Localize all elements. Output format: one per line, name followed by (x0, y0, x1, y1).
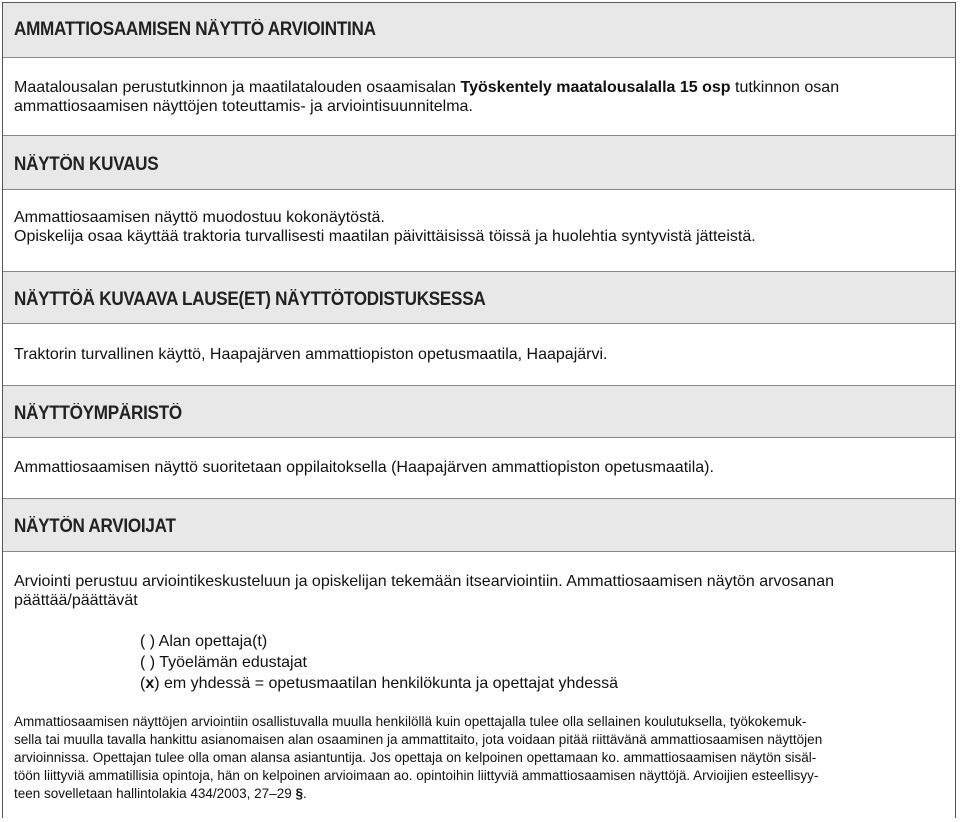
title-header (3, 3, 955, 58)
note-line5-end: . (303, 786, 307, 801)
lause-text: Traktorin turvallinen käyttö, Haapajärven ammattiopiston opetusmaatila, Haapajärvi. (14, 346, 608, 363)
option-tyoelaman-edustajat: ( ) Työelämän edustajat (140, 654, 307, 671)
document (2, 2, 956, 818)
page-title: AMMATTIOSAAMISEN NÄYTTÖ ARVIOINTINA (14, 19, 376, 40)
intro-section (3, 58, 955, 136)
ymparisto-header (3, 386, 955, 438)
arvioijat-heading: NÄYTÖN ARVIOIJAT (14, 516, 176, 537)
note-line2: sella tai muulla tavalla hankittu asianomaisen alan osaaminen ja ammattitaito, jota voidaan pitää riittävänä ammattiosaamisen näyttöjen (14, 732, 823, 747)
note-line3: arvioinnissa. Opettajan tulee olla oman alansa asiantuntija. Jos opettaja on kelpoinen opettamaan ko. ammattiosaamisen näytön sisäl- (14, 750, 817, 765)
option-em-yhdessa-label: ) em yhdessä = opetusmaatilan henkilökunta ja opettajat yhdessä (154, 675, 619, 692)
lause-heading: NÄYTTÖÄ KUVAAVA LAUSE(ET) NÄYTTÖTODISTUKSESSA (14, 289, 486, 310)
intro-text-line2: ammattiosaamisen näyttöjen toteuttamis- ja arviointisuunnitelma. (14, 98, 473, 115)
ymparisto-text: Ammattiosaamisen näyttö suoritetaan oppilaitoksella (Haapajärven ammattiopiston opetusmaatila). (14, 459, 714, 476)
intro-text (14, 78, 945, 116)
option-em-yhdessa-mark: x (145, 675, 155, 692)
kuvaus-heading: NÄYTÖN KUVAUS (14, 154, 159, 175)
kuvaus-line1: Ammattiosaamisen näyttö muodostuu kokonäytöstä. (14, 209, 385, 226)
option-alan-opettaja: ( ) Alan opettaja(t) (140, 633, 268, 650)
kuvaus-header (3, 136, 955, 190)
note-line4: töön liittyviä ammatillisia opintoja, hän on kelpoinen arvioimaan ao. opintoihin liittyviä ammattiosaamisen näyttöjä. Arvioijien esteellisyy- (14, 768, 819, 783)
ymparisto-section (3, 438, 955, 499)
arvioijat-line1: Arviointi perustuu arviointikeskusteluun ja opiskelijan tekemään itsearviointiin. Ammattiosaamisen näytön arvosanan (14, 573, 834, 590)
kuvaus-text (14, 208, 945, 246)
kuvaus-section (3, 190, 955, 272)
option-em-yhdessa-open: ( (140, 675, 146, 692)
intro-text-pre: Maatalousalan perustutkinnon ja maatilatalouden osaamisalan (14, 79, 461, 96)
lause-section (3, 324, 955, 386)
arvioijat-intro (14, 572, 945, 610)
arvioijat-line2: päättää/päättävät (14, 592, 138, 609)
arvioijat-section (3, 552, 955, 819)
note-section-symbol: § (295, 786, 303, 801)
note-line1: Ammattiosaamisen näyttöjen arviointiin osallistuvalla muulla henkilöllä kuin opettajalla tulee olla sellainen koulutuksella, työkokemuk- (14, 714, 807, 729)
arvioijat-note (14, 713, 945, 803)
arvioijat-header (3, 499, 955, 552)
intro-text-post: tutkinnon osan (730, 79, 840, 96)
option-em-yhdessa (140, 674, 618, 693)
ymparisto-heading: NÄYTTÖYMPÄRISTÖ (14, 403, 182, 424)
note-line5: teen sovelletaan hallintolakia 434/2003, 27–29 (14, 786, 296, 801)
lause-header (3, 272, 955, 324)
intro-text-bold: Työskentely maatalousalalla 15 osp (460, 79, 731, 96)
kuvaus-line2: Opiskelija osaa käyttää traktoria turvallisesti maatilan päivittäisissä töissä ja huolehtia syntyvistä jätteistä. (14, 228, 756, 245)
